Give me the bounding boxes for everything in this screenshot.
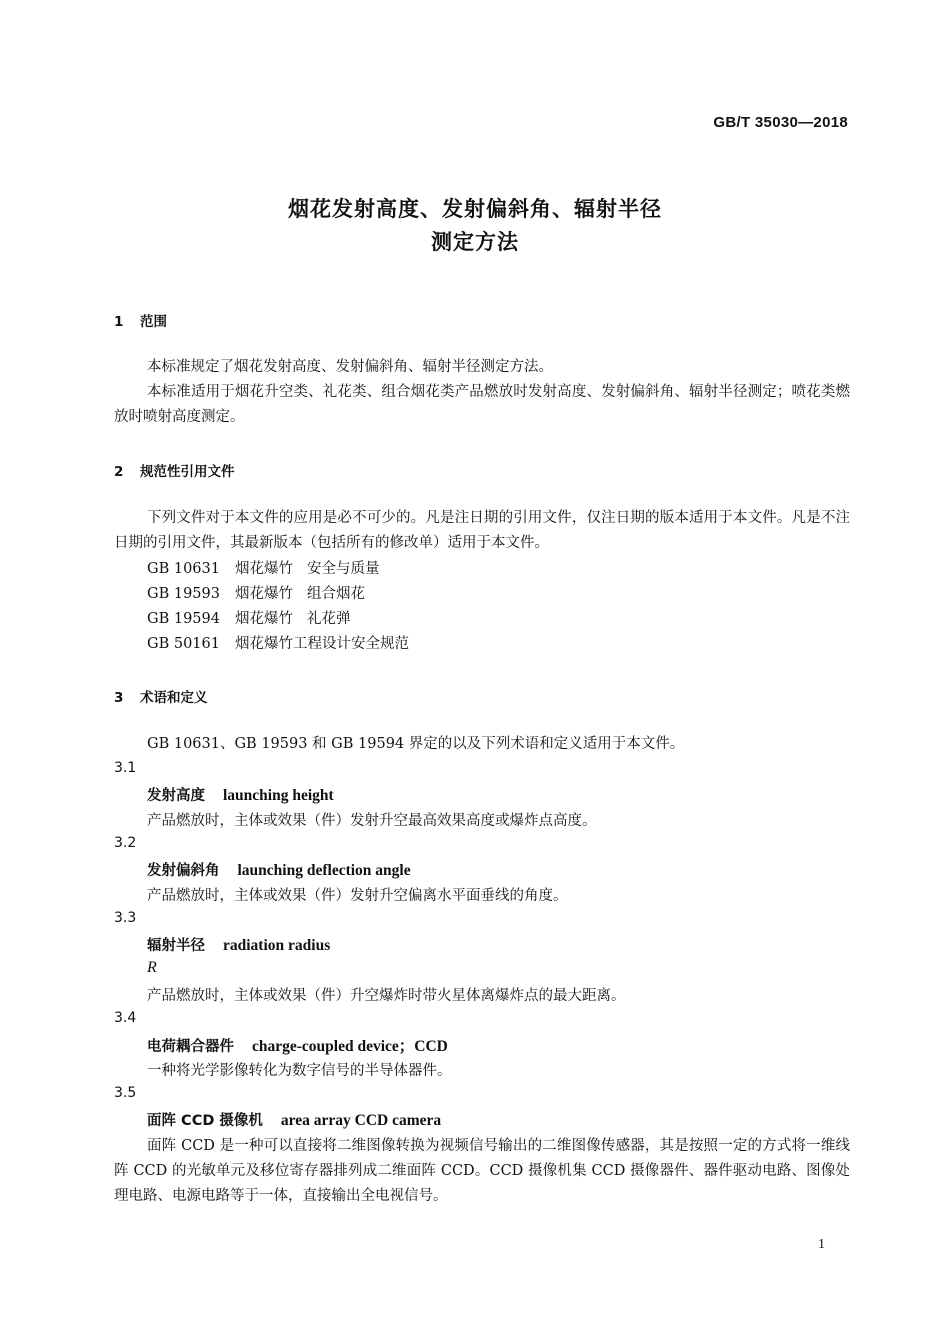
term-symbol: R [147, 959, 157, 976]
section-3-para-1: GB 10631、GB 19593 和 GB 19594 界定的以及下列术语和定义适用于本文件。 [147, 736, 685, 752]
document-title [0, 193, 950, 259]
reference-item: GB 19594 烟花爆竹 礼花弹 [147, 611, 351, 627]
term-title: 面阵 CCD 摄像机 area array CCD camera [147, 1112, 442, 1129]
term-number: 3.5 [114, 1085, 137, 1101]
term-number: 3.4 [114, 1010, 137, 1026]
section-heading-3: 3 术语和定义 [114, 690, 208, 706]
term-number: 3.1 [114, 760, 137, 776]
title-line-2: 测定方法 [431, 230, 519, 254]
section-1-para-1: 本标准规定了烟花发射高度、发射偏斜角、辐射半径测定方法。 [147, 359, 553, 375]
term-title: 发射偏斜角 launching deflection angle [147, 862, 411, 879]
section-heading-2: 2 规范性引用文件 [114, 464, 235, 480]
term-number: 3.2 [114, 835, 137, 851]
section-1-para-2: 本标准适用于烟花升空类、礼花类、组合烟花类产品燃放时发射高度、发射偏斜角、辐射半径测定；喷花类燃放时喷射高度测定。 [114, 384, 850, 425]
page-number: 1 [818, 1237, 825, 1252]
term-number: 3.3 [114, 910, 137, 926]
term-definition: 一种将光学影像转化为数字信号的半导体器件。 [147, 1063, 452, 1079]
section-heading-1: 1 范围 [114, 314, 167, 330]
reference-item: GB 10631 烟花爆竹 安全与质量 [147, 561, 380, 577]
title-line-1: 烟花发射高度、发射偏斜角、辐射半径 [288, 197, 662, 221]
term-title: 辐射半径 radiation radius [147, 937, 331, 954]
term-title: 发射高度 launching height [147, 787, 334, 804]
term-title: 电荷耦合器件 charge-coupled device；CCD [147, 1038, 448, 1055]
section-2-para-1: 下列文件对于本文件的应用是必不可少的。凡是注日期的引用文件，仅注日期的版本适用于本文件。凡是不注日期的引用文件，其最新版本（包括所有的修改单）适用于本文件。 [114, 510, 850, 551]
reference-item: GB 50161 烟花爆竹工程设计安全规范 [147, 636, 409, 652]
term-definition: 产品燃放时，主体或效果（件）升空爆炸时带火星体离爆炸点的最大距离。 [147, 988, 626, 1004]
reference-item: GB 19593 烟花爆竹 组合烟花 [147, 586, 365, 602]
term-definition: 产品燃放时，主体或效果（件）发射升空最高效果高度或爆炸点高度。 [147, 813, 597, 829]
standard-code: GB/T 35030—2018 [713, 114, 848, 131]
term-definition: 产品燃放时，主体或效果（件）发射升空偏离水平面垂线的角度。 [147, 888, 568, 904]
term-definition: 面阵 CCD 是一种可以直接将二维图像转换为视频信号输出的二维图像传感器，其是按照一定的方式将一维线阵 CCD 的光敏单元及移位寄存器排列成二维面阵 CCD。CCD 摄像机集 CCD 摄像器件、器件驱动电路、图像处理电路、电源电路等于一体，直接输出全电视信号。 [114, 1138, 850, 1204]
